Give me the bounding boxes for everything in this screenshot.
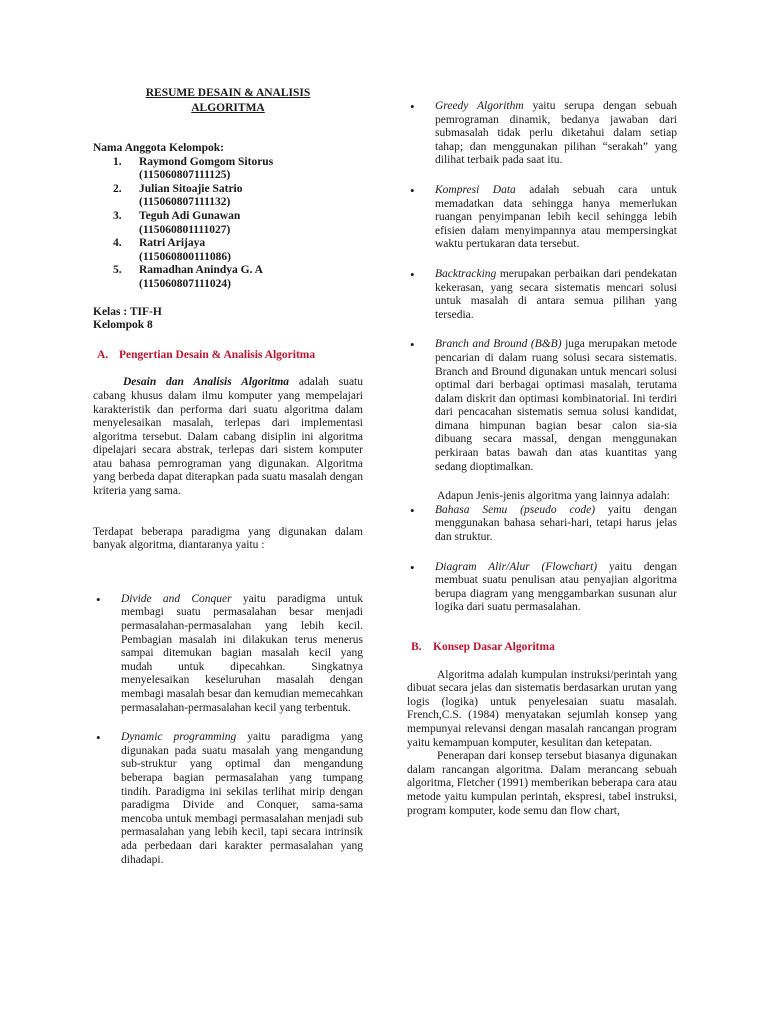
paradigm-term: Divide and Conquer bbox=[121, 592, 232, 605]
definition-text: adalah suatu cabang khusus dalam ilmu komputer yang mempelajari karakteristik dan performa dari suatu algoritma dalam menyelesaikan masalah, terlepas dari implementasi algoritma tersebut. Dalam cabang disiplin ini algoritma dipelajari secara abstrak, terlepas dari sistem komputer atau bahasa pemrograman yang digunakan. Algoritma yang berbeda dapat diterapkan pada suatu masalah dengan kriteria yang sama. bbox=[93, 376, 363, 498]
bullet-icon: • bbox=[410, 182, 415, 198]
paradigm-text: merupakan perbaikan dari pendekatan kekerasan, yang secara sistematis mencari solusi untuk masalah di antara semua pilihan yang tersedia. bbox=[435, 267, 677, 321]
bullet-icon: • bbox=[96, 591, 101, 607]
paradigm-list-left bbox=[93, 593, 363, 867]
member-nim: (115060800111086) bbox=[139, 250, 232, 263]
bullet-icon: • bbox=[96, 730, 101, 746]
member-name: Ramadhan Anindya G. A bbox=[139, 264, 263, 277]
list-item bbox=[407, 100, 677, 168]
paradigm-term: Backtracking bbox=[435, 267, 497, 280]
section-a-heading bbox=[93, 349, 363, 363]
bullet-icon: • bbox=[410, 266, 415, 282]
title-line-2: ALGORITMA bbox=[191, 102, 265, 114]
type-term: Bahasa Semu (pseudo code) bbox=[435, 503, 596, 516]
paradigm-term: Dynamic programming bbox=[121, 731, 237, 744]
definition-paragraph bbox=[93, 376, 363, 498]
type-text: yaitu dengan membuat suatu penulisan atau penyajian algoritma berupa diagram yang menggambarkan susunan alur logika dari suatu permasalahan. bbox=[435, 560, 677, 614]
member-nim: (115060807111132) bbox=[139, 196, 231, 209]
list-item bbox=[93, 731, 363, 867]
member-name: Ratri Arijaya bbox=[139, 237, 206, 250]
paradigm-text: juga merupakan metode pencarian di dalam ruang solusi secara sistematis. Branch and Bround digunakan untuk mencari solusi optimal dari berbagai optimasi masalah, terutama dalam diskrit dan optimasi kombinatorial. Ini terdiri dari pencacahan sistematis semua solusi kandidat, dimana himpunan bagian besar calon sia-sia dibuang secara massal, dengan menggunakan perkiraan batas bawah dan atas kuantitas yang sedang dioptimalkan. bbox=[435, 338, 677, 473]
paradigm-text: yaitu serupa dengan sebuah pemrograman dinamik, bedanya jawaban dari submasalah tidak perlu diketahui dalam setiap tahap; dan menggunakan pilihan “serakah” yang dilihat terbaik pada saat itu. bbox=[435, 100, 677, 167]
section-b-title: Konsep Dasar Algoritma bbox=[433, 641, 555, 653]
list-item bbox=[93, 593, 363, 715]
member-item bbox=[93, 183, 363, 210]
member-name: Julian Sitoajie Satrio bbox=[139, 182, 243, 195]
member-number: 5. bbox=[113, 264, 122, 277]
member-item bbox=[93, 210, 363, 237]
section-a-title: Pengertian Desain & Analisis Algoritma bbox=[119, 348, 316, 361]
member-name: Teguh Adi Gunawan bbox=[139, 209, 241, 222]
konsep-paragraph-2: Penerapan dari konsep tersebut biasanya digunakan dalam rancangan algoritma. Dalam merancang sebuah algoritma, Fletcher (1991) memberikan beberapa cara atau metode yaitu kumpulan perintah, ekspresi, tabel instruksi, program komputer, kode semu dan flow chart, bbox=[407, 750, 677, 817]
kelas-label: Kelas : TIF-H bbox=[93, 305, 162, 318]
list-item bbox=[407, 184, 677, 252]
member-item bbox=[93, 156, 363, 183]
type-text: yaitu dengan menggunakan bahasa sehari-hari, tetapi harus jelas dan struktur. bbox=[435, 503, 678, 544]
paradigm-text: adalah sebuah cara untuk memadatkan data sehingga hanya memerlukan ruangan penyimpanan lebih kecil sehingga lebih efisien dalam menyimpannya atau mempersingkat waktu pertukaran data tersebut. bbox=[435, 183, 677, 251]
type-term: Diagram Alir/Alur (Flowchart) bbox=[435, 560, 598, 573]
right-column bbox=[407, 100, 677, 818]
paradigm-term: Greedy Algorithm bbox=[435, 100, 524, 112]
bullet-icon: • bbox=[410, 502, 415, 518]
member-item bbox=[93, 264, 363, 291]
member-number: 4. bbox=[113, 237, 122, 250]
member-number: 3. bbox=[113, 209, 122, 222]
definition-term: Desain dan Analisis Algoritma bbox=[123, 376, 290, 389]
member-number: 2. bbox=[113, 182, 122, 195]
paradigm-intro: Terdapat beberapa paradigma yang digunakan dalam banyak algoritma, diantaranya yaitu : bbox=[93, 525, 363, 552]
konsep-paragraph-1: Algoritma adalah kumpulan instruksi/perintah yang dibuat secara jelas dan sistematis berdasarkan urutan yang logis (logika) untuk penyelesaian suatu masalah. French,C.S. (1984) menyatakan sejumlah konsep yang mempunyai relevansi dengan masalah rancangan program yaitu kemampuan komputer, kesulitan dan ketepatan. bbox=[407, 668, 677, 749]
left-column bbox=[93, 86, 363, 867]
paradigm-term: Branch and Bround (B&B) bbox=[435, 338, 562, 351]
member-item bbox=[93, 237, 363, 264]
kelompok-label: Kelompok 8 bbox=[93, 319, 153, 332]
bullet-icon: • bbox=[410, 337, 415, 353]
paradigm-text: yaitu paradigma untuk membagi suatu permasalahan besar menjadi permasalahan-permasalahan yang lebih kecil. Pembagian masalah ini dilakukan terus menerus sampai ditemukan bagian masalah kecil yang mudah untuk dipecahkan. Singkatnya menyelesaikan keseluruhan masalah dengan membagi masalah besar dan kemudian memecahkan permasalahan-permasalahan kecil yang terbentuk. bbox=[121, 592, 363, 714]
list-item bbox=[407, 338, 677, 474]
paradigm-list-right bbox=[407, 100, 677, 474]
list-item bbox=[407, 268, 677, 322]
types-list bbox=[407, 504, 677, 615]
types-intro: Adapun Jenis-jenis algoritma yang lainnya adalah: bbox=[437, 490, 670, 503]
section-a-letter: A. bbox=[97, 348, 109, 361]
bullet-icon: • bbox=[410, 99, 415, 114]
member-nim: (115060807111024) bbox=[139, 277, 232, 290]
member-name: Raymond Gomgom Sitorus bbox=[139, 155, 274, 168]
paradigm-term: Kompresi Data bbox=[435, 183, 516, 196]
paradigm-text: yaitu paradigma yang digunakan pada suatu masalah yang mengandung sub-struktur yang optimal dan mengandung beberapa bagian permasalahan yang tumpang tindih. Paradigma ini sekilas terlihat mirip dengan paradigma Divide and Conquer, sama-sama mencoba untuk membagi permasalahan menjadi sub permasalahan yang lebih kecil, tapi secara intrinsik ada perbedaan dari karakter permasalahan yang dihadapi. bbox=[121, 731, 364, 866]
bullet-icon: • bbox=[410, 559, 415, 575]
list-item bbox=[407, 561, 677, 615]
member-nim: (115060801111027) bbox=[139, 223, 231, 236]
members-label: Nama Anggota Kelompok: bbox=[93, 142, 224, 154]
document-title bbox=[93, 86, 363, 116]
list-item bbox=[407, 504, 677, 545]
member-number: 1. bbox=[113, 155, 122, 168]
members-list bbox=[93, 156, 363, 292]
section-b-letter: B. bbox=[411, 641, 422, 653]
member-nim: (115060807111125) bbox=[139, 169, 231, 182]
section-b-heading bbox=[407, 641, 677, 655]
title-line-1: RESUME DESAIN & ANALISIS bbox=[145, 87, 311, 99]
